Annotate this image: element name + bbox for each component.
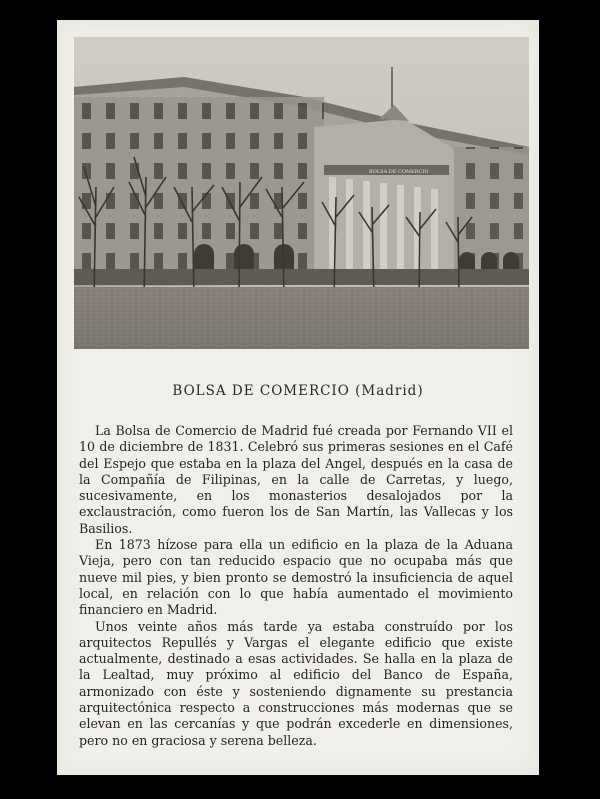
paragraph-3: Unos veinte años más tarde ya estaba construído por los arquitectos Repullés y Vargas el elegante edificio que existe actualmente, destinado a esas actividades. Se halla en la plaza de la Lealtad, muy próximo al edificio del Banco de España, armonizado con éste y sosteniendo dignamente su prestancia arquitectónica respecto a construcciones más modernas que se elevan en las cercanías y que podrán excederle en dimensiones, pero no en graciosa y serena belleza. [79, 618, 513, 748]
article-body [79, 423, 513, 749]
building-sign-text: BOLSA DE COMERCIO [369, 169, 429, 175]
bolsa-building-illustration [74, 37, 529, 349]
paragraph-2: En 1873 hízose para ella un edificio en la plaza de la Aduana Vieja, pero con tan reducido espacio que no ocupaba más que nueve mil pies, y bien pronto se demostró la insuficiencia de aquel local, en relación con lo que había aumentado el movimiento financiero en Madrid. [79, 537, 513, 618]
paragraph-1: La Bolsa de Comercio de Madrid fué creada por Fernando VII el 10 de diciembre de 1831. Celebró sus primeras sesiones en el Café del Espejo que estaba en la plaza del Angel, después en la casa de la Compañía de Filipinas, en la calle de Carretas, y luego, sucesivamente, en los monasterios desalojados por la exclaustración, como fueron los de San Martín, las Vallecas y los Basilios. [79, 423, 513, 536]
building-photograph [74, 37, 529, 349]
postcard-page [57, 20, 539, 775]
photo-caption: BOLSA DE COMERCIO (Madrid) [172, 383, 424, 399]
